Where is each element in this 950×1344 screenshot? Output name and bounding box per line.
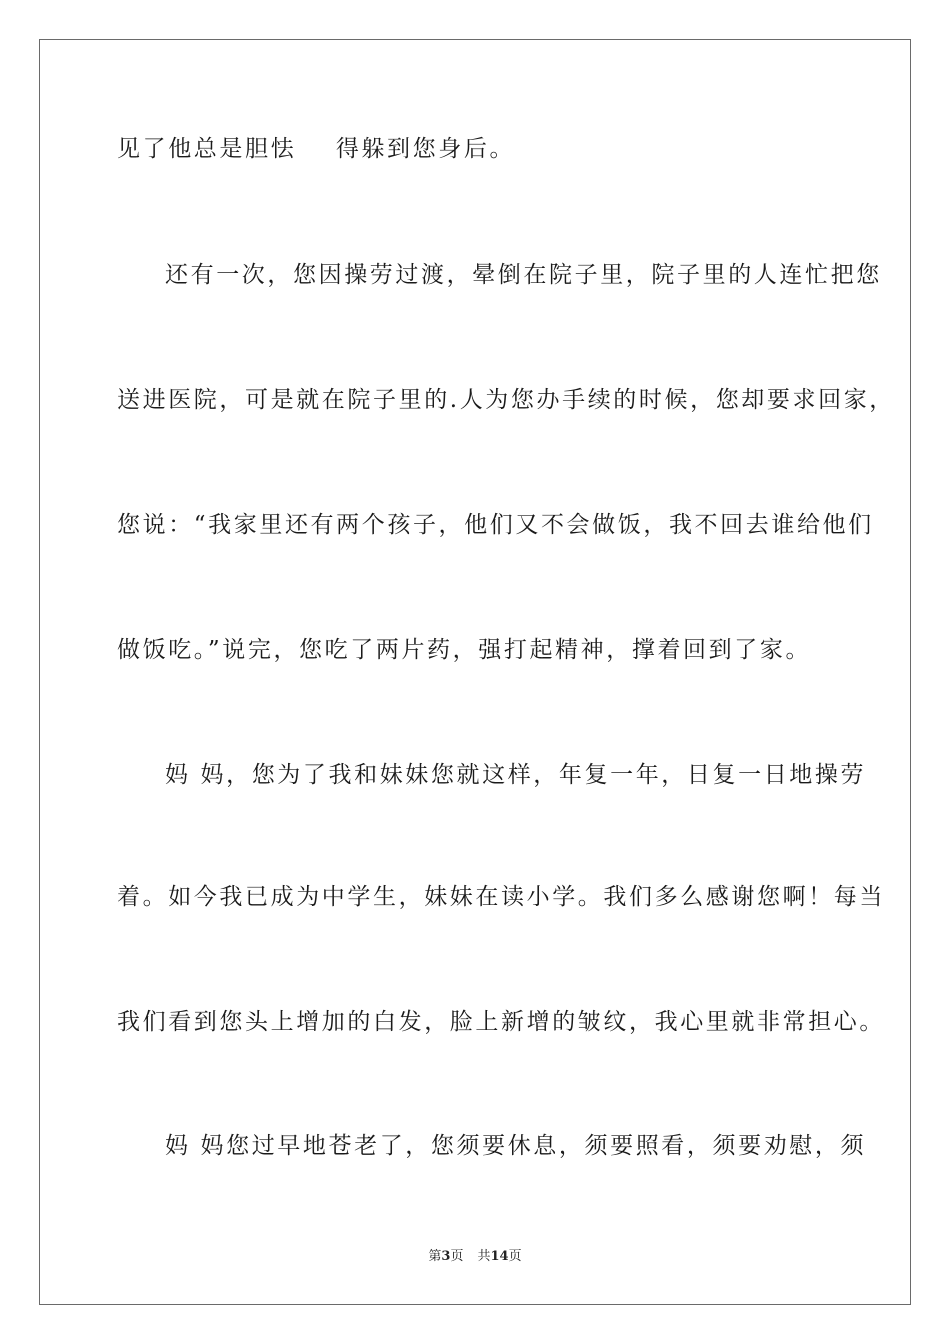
text-line-6: 妈 妈，您为了我和妹妹您就这样，年复一年，日复一日地操劳 [165,762,867,788]
page-suffix: 页 [450,1249,464,1264]
text-line-9: 妈 妈您过早地苍老了，您须要休息，须要照看，须要劝慰，须 [165,1133,867,1159]
text-line-1: 见了他总是胆怯 得躲到您身后。 [117,136,516,162]
text-line-3: 送进医院，可是就在院子里的.人为您办手续的时候，您却要求回家， [117,387,895,413]
page-border [39,39,911,1305]
text-line-8: 我们看到您头上增加的白发，脸上新增的皱纹，我心里就非常担心。 [117,1009,885,1035]
text-line-4: 您说：“我家里还有两个孩子，他们又不会做饭，我不回去谁给他们 [117,512,874,538]
text-line-2: 还有一次，您因操劳过渡，晕倒在院子里，院子里的人连忙把您 [165,262,882,288]
text-line-5: 做饭吃。”说完，您吃了两片药，强打起精神，撑着回到了家。 [117,637,812,663]
page-number: 3 [441,1249,451,1264]
page-footer [0,1247,950,1267]
total-suffix: 页 [508,1249,522,1264]
total-prefix: 共 [477,1249,491,1264]
page-prefix: 第 [428,1249,442,1264]
total-pages: 14 [490,1249,509,1264]
text-line-7: 着。如今我已成为中学生，妹妹在读小学。我们多么感谢您啊！每当 [117,884,885,910]
